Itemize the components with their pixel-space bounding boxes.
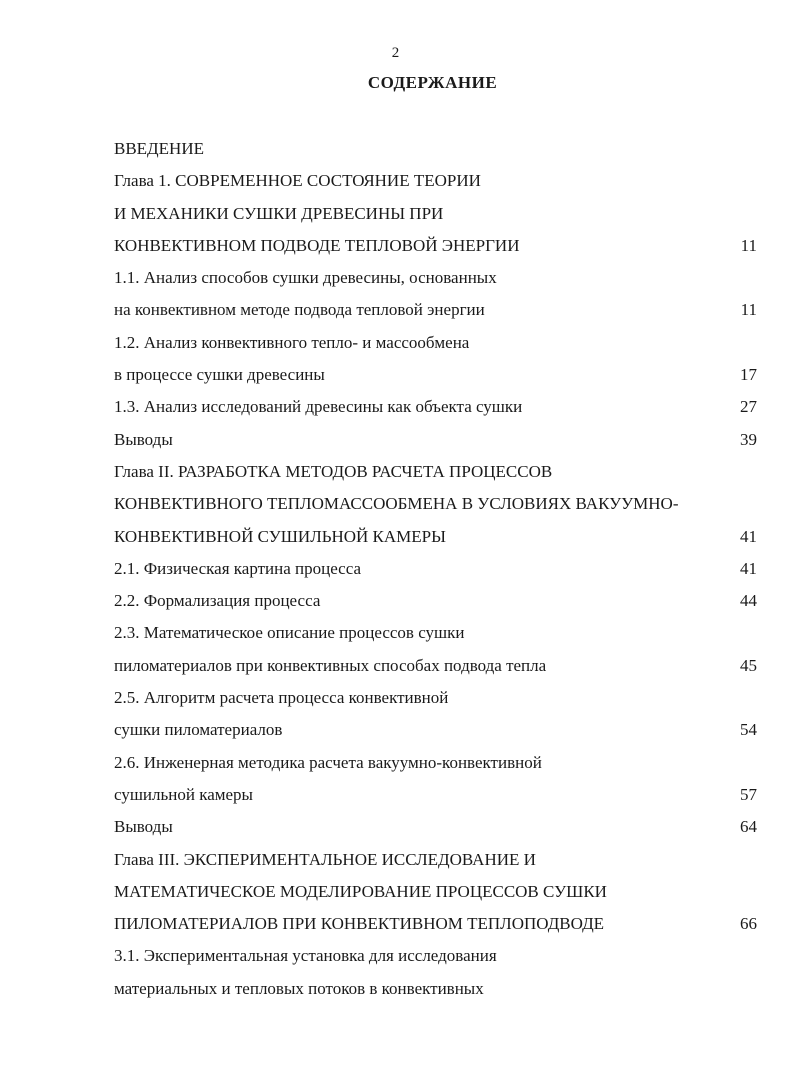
toc-page-number: 44	[740, 591, 757, 611]
toc-entry-text: КОНВЕКТИВНОЙ СУШИЛЬНОЙ КАМЕРЫ	[114, 526, 446, 546]
toc-line	[114, 747, 759, 779]
toc-entry-text: 2.6. Инженерная методика расчета вакуумно-конвективной	[114, 752, 542, 772]
toc-line	[114, 165, 759, 197]
toc-page-number: 41	[740, 526, 757, 546]
toc-page-number: 41	[740, 558, 757, 578]
toc-entry-text: КОНВЕКТИВНОГО ТЕПЛОМАССООБМЕНА В УСЛОВИЯХ ВАКУУМНО-	[114, 494, 679, 514]
toc-line	[114, 424, 759, 456]
toc-line	[114, 553, 759, 585]
toc-entry-text: Глава III. ЭКСПЕРИМЕНТАЛЬНОЕ ИССЛЕДОВАНИЕ И	[114, 849, 536, 869]
toc-line	[114, 133, 759, 165]
toc-line	[114, 585, 759, 617]
toc-entry-text: Глава 1. СОВРЕМЕННОЕ СОСТОЯНИЕ ТЕОРИИ	[114, 171, 481, 191]
toc-page-number: 11	[740, 235, 757, 255]
toc-line	[114, 391, 759, 423]
toc-line	[114, 327, 759, 359]
toc-page-number: 39	[740, 429, 757, 449]
toc-line	[114, 908, 759, 940]
toc-page-number: 11	[740, 300, 757, 320]
toc-entry-text: сушильной камеры	[114, 784, 253, 804]
toc-line	[114, 262, 759, 294]
toc-line	[114, 973, 759, 1005]
toc-entry-text: 3.1. Экспериментальная установка для исследования	[114, 946, 497, 966]
toc-entry-text: Глава II. РАЗРАБОТКА МЕТОДОВ РАСЧЕТА ПРОЦЕССОВ	[114, 461, 553, 481]
toc-line	[114, 294, 759, 326]
toc-entry-text: Выводы	[114, 429, 173, 449]
toc-line	[114, 779, 759, 811]
toc-line	[114, 488, 759, 520]
toc-line	[114, 940, 759, 972]
page-title	[0, 72, 791, 94]
toc-entry-text: ВВЕДЕНИЕ	[114, 139, 204, 158]
toc-line	[114, 844, 759, 876]
toc-entry-text: И МЕХАНИКИ СУШКИ ДРЕВЕСИНЫ ПРИ	[114, 203, 444, 223]
toc-entry-text: 2.3. Математическое описание процессов сушки	[114, 623, 465, 643]
toc-line	[114, 456, 759, 488]
toc-page-number: 17	[740, 365, 757, 385]
toc-entry-text: материальных и тепловых потоков в конвективных	[114, 978, 484, 998]
toc-entry-text: 2.5. Алгоритм расчета процесса конвективной	[114, 688, 449, 708]
toc-entry-text: МАТЕМАТИЧЕСКОЕ МОДЕЛИРОВАНИЕ ПРОЦЕССОВ СУШКИ	[114, 881, 607, 901]
toc-entry-text: 2.2. Формализация процесса	[114, 591, 321, 611]
toc-page-number: 57	[740, 784, 757, 804]
toc-line	[114, 682, 759, 714]
toc-line	[114, 359, 759, 391]
toc-page-number: 66	[740, 914, 757, 934]
toc-entry-text: Выводы	[114, 817, 173, 837]
toc-entry-text: на конвективном методе подвода тепловой энергии	[114, 300, 485, 320]
toc-entry-text: ПИЛОМАТЕРИАЛОВ ПРИ КОНВЕКТИВНОМ ТЕПЛОПОДВОДЕ	[114, 914, 605, 934]
toc-line	[114, 876, 759, 908]
page-title-text: СОДЕРЖАНИЕ	[367, 73, 498, 92]
toc-entry-text: сушки пиломатериалов	[114, 720, 283, 740]
toc-entry-text: пиломатериалов при конвективных способах подвода тепла	[114, 655, 547, 675]
toc-entry-text: 1.1. Анализ способов сушки древесины, основанных	[114, 268, 497, 288]
table-of-contents	[114, 133, 759, 1005]
toc-line	[114, 198, 759, 230]
toc-page-number: 64	[740, 817, 757, 837]
toc-line	[114, 230, 759, 262]
toc-page-number: 27	[740, 397, 757, 417]
toc-line	[114, 521, 759, 553]
toc-line	[114, 714, 759, 746]
toc-entry-text: КОНВЕКТИВНОМ ПОДВОДЕ ТЕПЛОВОЙ ЭНЕРГИИ	[114, 235, 520, 255]
toc-entry-text: 1.3. Анализ исследований древесины как объекта сушки	[114, 397, 523, 417]
toc-entry-text: 2.1. Физическая картина процесса	[114, 558, 362, 578]
toc-page-number: 54	[740, 720, 757, 740]
toc-line	[114, 811, 759, 843]
toc-line	[114, 617, 759, 649]
toc-line	[114, 650, 759, 682]
page-number: 2	[391, 45, 400, 61]
toc-page-number: 45	[740, 655, 757, 675]
toc-entry-text: в процессе сушки древесины	[114, 365, 325, 385]
toc-entry-text: 1.2. Анализ конвективного тепло- и массообмена	[114, 332, 470, 352]
